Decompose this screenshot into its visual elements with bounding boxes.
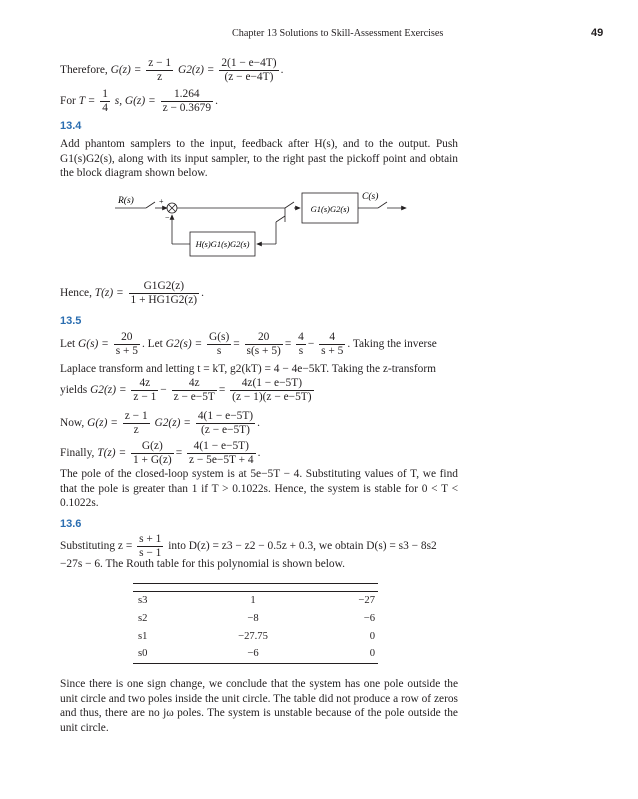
denominator: 4 (102, 102, 108, 115)
cell: 0 (303, 646, 378, 664)
cell: −27 (358, 594, 375, 606)
fraction (172, 377, 217, 404)
cell: −8 (247, 612, 259, 624)
output-sampler (378, 202, 387, 208)
table-row (133, 610, 378, 628)
row-label: s2 (138, 612, 148, 624)
output-label: C(s) (362, 192, 379, 202)
denominator: s (216, 345, 222, 358)
numerator: 4z (131, 377, 158, 391)
row-label: s3 (138, 594, 148, 606)
forward-sampler (285, 202, 294, 208)
fraction (146, 57, 173, 84)
numerator: z − 1 (123, 410, 150, 424)
now-label: Now, (60, 417, 85, 430)
denominator: s + 5 (115, 345, 138, 358)
numerator: G(s) (207, 331, 231, 345)
numerator: G1G2(z) (129, 280, 200, 294)
plus-sign: + (159, 197, 164, 206)
denominator: (z − e−4T) (224, 71, 274, 84)
input-sampler (146, 202, 155, 208)
denominator: 1 + G(z) (133, 454, 172, 467)
fraction (296, 331, 306, 358)
fraction (319, 331, 345, 358)
numerator: s + 1 (137, 533, 163, 547)
numerator: 4(1 − e−5T) (196, 410, 255, 424)
substituting-tail: into D(z) = z3 − z2 − 0.5z + 0.3, we obtain D(s) = s3 − 8s2 (168, 540, 437, 553)
routh-table (133, 583, 378, 664)
fraction (207, 331, 231, 358)
numerator: 2(1 − e−4T) (219, 57, 278, 71)
conclusion-paragraph: Since there is one sign change, we conclude that the system has one pole outside the unit circle and two poles inside the unit circle. The table did not produce a row of zeros and thus, there are no jω poles. The system is unstable because of the pole outside the unit circle. (60, 678, 458, 734)
denominator: (z − e−5T) (201, 424, 250, 437)
numerator: 4(1 − e−5T) (187, 440, 256, 454)
numerator: G(z) (131, 440, 174, 454)
numerator: 1 (100, 88, 110, 102)
pole-paragraph: The pole of the closed-loop system is at 5e−5T − 4. Substituting values of T, we find that the pole is greater than 1 if T > 0.1022s. Hence, the system is stable for 0 < T < 0.1022s. (60, 468, 458, 510)
table-row (133, 628, 378, 646)
finally-label: Finally, (60, 447, 95, 460)
numerator: z − 1 (146, 57, 173, 71)
chapter-title: Chapter 13 Solutions to Skill-Assessment Exercises (232, 28, 444, 39)
t-lhs: T(z) = (94, 287, 124, 300)
fraction (187, 440, 256, 467)
denominator: z − e−5T (173, 391, 215, 404)
input-label: R(s) (118, 196, 134, 206)
laplace-line: Laplace transform and letting t = kT, g2(kT) = 4 − 4e−5kT. Taking the z-transform (60, 363, 436, 375)
feedback-sampler (276, 216, 285, 222)
table-row (133, 646, 378, 664)
cell: 1 (250, 594, 256, 606)
block-diagram (110, 187, 410, 262)
denominator: z (133, 424, 139, 437)
table-row (133, 592, 378, 610)
denominator: z − 5e−5T + 4 (188, 454, 254, 467)
cell: −27.75 (238, 630, 268, 642)
cell: −6 (363, 612, 375, 624)
denominator: s + 5 (321, 345, 344, 358)
fraction (230, 377, 313, 404)
t-eq: T = (78, 95, 96, 108)
for-label: For (60, 95, 76, 108)
gz-lhs: G(z) = (87, 417, 118, 430)
section-title-13-5: 13.5 (60, 315, 82, 327)
fraction (161, 88, 214, 115)
fraction (219, 57, 278, 84)
row-label: s1 (138, 630, 148, 642)
s-g: s, G(z) = (114, 95, 156, 108)
therefore-label: Therefore, (60, 64, 108, 77)
let-label: Let (60, 338, 76, 351)
g2z-lhs: G2(z) = (90, 384, 127, 397)
numerator: 20 (245, 331, 283, 345)
therefore-equation: Therefore, G(z) = $\frac{z - 1}{z}$ G2(z) = $\frac{2(1 - e-4T)}{(z - e-4T)}$ . (60, 57, 284, 84)
fraction (131, 440, 174, 467)
fraction (100, 88, 110, 115)
substituting-label: Substituting z = (60, 540, 133, 553)
hence-equation: Hence, T(z) = $\frac{G1G2(z)}{1 + HG1G2(z)}$ . (60, 280, 204, 307)
fraction (196, 410, 255, 437)
fraction (129, 280, 200, 307)
numerator: 4 (296, 331, 306, 345)
let-equation: Let G(s) = $\frac{20}{s + 5}$ . Let G2(s) = $\frac{G(s)}{s}$ = $\frac{20}{s(s + 5)}$ = $\frac{4}{s}$ − $\frac{4}{s + 5}$ . Taking the inverse (60, 331, 437, 358)
finally-equation: Finally, T(z) = $\frac{G(z)}{1 + G(z)}$ = $\frac{4(1 - e-5T)}{z - 5e-5T + 4}$ . (60, 440, 261, 467)
denominator: z (157, 71, 163, 84)
denominator: s(s + 5) (246, 345, 281, 358)
denominator: 1 + HG1G2(z) (130, 294, 198, 307)
table-top-rule (133, 584, 378, 592)
denominator: z − 1 (133, 391, 157, 404)
g-lhs: G(z) = (110, 64, 142, 77)
g2-mid: G2(z) = (177, 64, 215, 77)
for-t-equation: For T = $\frac{1}{4}$ s, G(z) = $\frac{1.264}{z - 0.3679}$ . (60, 88, 218, 115)
cell: 0 (369, 630, 375, 642)
yields-equation: yields G2(z) = $\frac{4z}{z - 1}$ − $\frac{4z}{z - e-5T}$ = $\frac{4z(1 - e-5T)}{(z - 1)(z - e-5T)}$ (60, 377, 312, 404)
fraction (245, 331, 283, 358)
denominator: s (298, 345, 304, 358)
g2s-lhs: G2(s) = (165, 338, 203, 351)
let2-label: . Let (141, 338, 163, 351)
g2z-mid: G2(z) = (154, 417, 191, 430)
cell: −6 (203, 646, 303, 664)
minus-sign: − (165, 213, 170, 222)
gs-lhs: G(s) = (78, 338, 109, 351)
numerator: 20 (114, 331, 140, 345)
forward-block-label: G1(s)G2(s) (310, 204, 350, 214)
section-title-13-4: 13.4 (60, 120, 82, 132)
denominator: (z − 1)(z − e−5T) (232, 391, 312, 404)
let-tail: . Taking the inverse (347, 338, 437, 351)
denominator: s − 1 (139, 547, 162, 560)
fraction (123, 410, 150, 437)
numerator: 4z(1 − e−5T) (230, 377, 313, 391)
yields-label: yields (60, 384, 88, 397)
now-equation: Now, G(z) = $\frac{z - 1}{z}$ G2(z) = $\frac{4(1 - e-5T)}{(z - e-5T)}$ . (60, 410, 260, 437)
section-title-13-6: 13.6 (60, 518, 82, 530)
denominator: z − 0.3679 (162, 102, 212, 115)
tz-lhs: T(z) = (97, 447, 127, 460)
numerator: 4 (319, 331, 345, 345)
row-label: s0 (133, 646, 203, 664)
fraction (114, 331, 140, 358)
fraction (131, 377, 158, 404)
routh-intro: −27s − 6. The Routh table for this polynomial is shown below. (60, 558, 345, 570)
hence-label: Hence, (60, 287, 92, 300)
feedback-block-label: H(s)G1(s)G2(s) (195, 239, 250, 249)
section-13-4-paragraph: Add phantom samplers to the input, feedback after H(s), and to the output. Push G1(s)G2(s), along with its input sampler, to the right past the pickoff point and obtain the block diagram shown below. (60, 138, 458, 180)
numerator: 1.264 (161, 88, 214, 102)
page-number: 49 (591, 27, 604, 39)
numerator: 4z (172, 377, 217, 391)
